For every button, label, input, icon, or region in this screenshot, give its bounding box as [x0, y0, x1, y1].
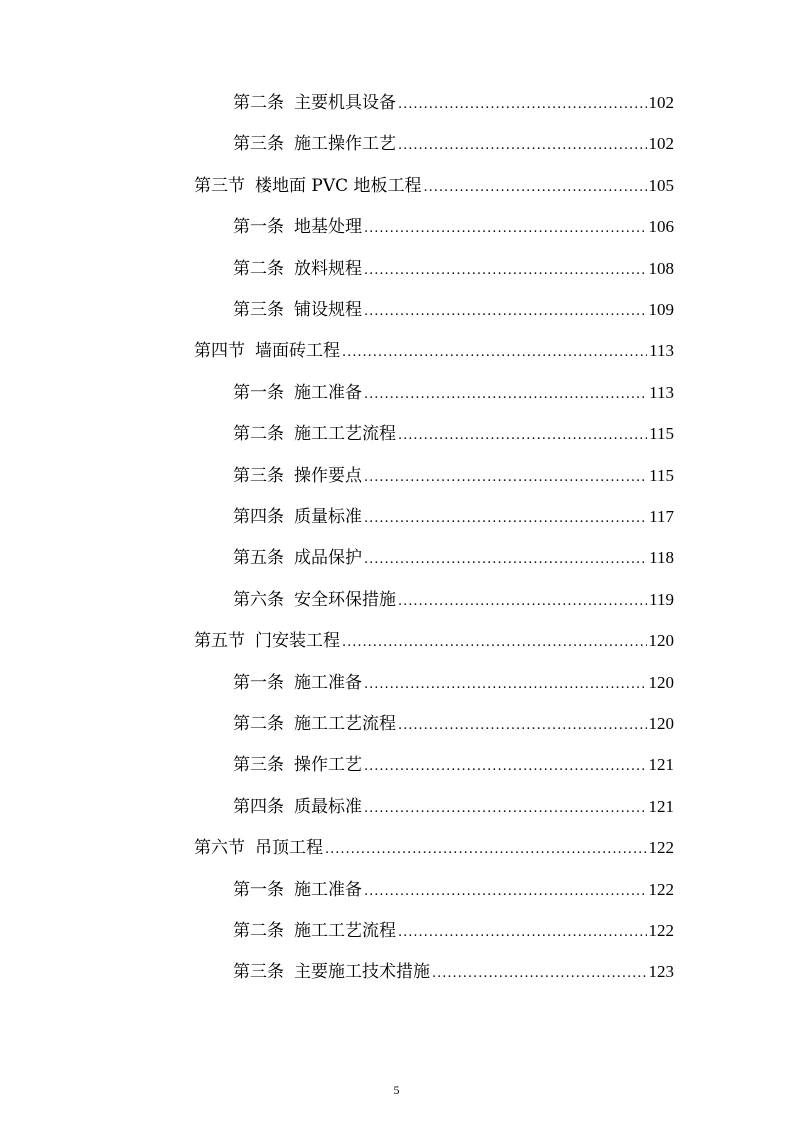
toc-article-entry[interactable] [233, 380, 674, 406]
toc-entry-title: 放料规程 [294, 258, 362, 279]
toc-entry-number: 第三条 [233, 134, 284, 155]
toc-dot-leader [364, 879, 647, 905]
toc-entry-title: 门安装工程 [255, 631, 340, 652]
toc-entry-page: 113 [649, 341, 674, 361]
toc-entry-page: 122 [648, 921, 674, 940]
toc-entry-number: 第一条 [233, 217, 284, 238]
toc-entry-page: 115 [649, 424, 674, 444]
toc-entry-page: 123 [648, 962, 674, 982]
toc-dot-leader [364, 796, 647, 822]
toc-section-entry[interactable] [194, 835, 674, 861]
toc-dot-leader [364, 672, 647, 698]
toc-entry-page: 117 [649, 507, 674, 526]
toc-entry-number: 第二条 [233, 424, 284, 445]
toc-section-entry[interactable] [194, 338, 674, 364]
toc-entry-number: 第二条 [233, 258, 284, 279]
toc-article-entry[interactable] [233, 131, 674, 157]
toc-dot-leader [364, 299, 647, 325]
toc-entry-page: 113 [649, 382, 674, 402]
toc-entry-number: 第二条 [233, 714, 284, 734]
toc-entry-title: 主要施工技术措施 [294, 962, 430, 983]
toc-dot-leader [398, 589, 647, 615]
toc-entry-page: 120 [648, 631, 674, 651]
toc-article-entry[interactable] [233, 959, 674, 985]
toc-entry-title: 施工操作工艺 [294, 134, 396, 155]
toc-entry-title: 墙面砖工程 [255, 341, 340, 362]
toc-article-entry[interactable] [233, 297, 674, 323]
toc-dot-leader [398, 133, 647, 159]
toc-entry-number: 第二条 [233, 93, 284, 113]
toc-entry-number: 第一条 [233, 672, 284, 693]
toc-article-entry[interactable] [233, 587, 674, 613]
toc-entry-number: 第四条 [233, 796, 284, 817]
toc-entry-title: 铺设规程 [294, 300, 362, 320]
toc-entry-number: 第一条 [233, 382, 284, 403]
toc-article-entry[interactable] [233, 463, 674, 489]
toc-dot-leader [424, 175, 647, 201]
toc-dot-leader [342, 630, 647, 656]
toc-entry-title: 施工准备 [294, 672, 362, 693]
toc-entry-page: 102 [648, 134, 674, 154]
toc-entry-title: 施工准备 [294, 382, 362, 403]
toc-entry-page: 120 [648, 714, 674, 733]
toc-entry-title: 施工工艺流程 [294, 921, 396, 941]
toc-entry-page: 122 [648, 838, 674, 858]
toc-section-entry[interactable] [194, 173, 674, 199]
toc-article-entry[interactable] [233, 545, 674, 571]
toc-entry-title: 楼地面 PVC 地板工程 [255, 175, 422, 196]
toc-dot-leader [325, 837, 647, 863]
toc-entry-title: 吊顶工程 [255, 838, 323, 859]
toc-entry-title: 质量标准 [294, 507, 362, 527]
toc-dot-leader [342, 340, 647, 366]
toc-entry-title: 操作工艺 [294, 755, 362, 776]
toc-entry-page: 121 [648, 755, 674, 775]
toc-dot-leader [398, 713, 647, 739]
toc-dot-leader [364, 216, 647, 242]
toc-article-entry[interactable] [233, 421, 674, 447]
toc-entry-page: 120 [648, 672, 674, 692]
toc-article-entry[interactable] [233, 214, 674, 240]
toc-entry-number: 第三节 [194, 175, 245, 196]
toc-entry-number: 第三条 [233, 300, 284, 320]
toc-entry-number: 第三条 [233, 962, 284, 983]
toc-dot-leader [364, 754, 647, 780]
toc-entry-title: 施工准备 [294, 879, 362, 900]
toc-entry-title: 成品保护 [294, 548, 362, 569]
toc-entry-page: 115 [649, 465, 674, 485]
toc-article-entry[interactable] [233, 794, 674, 820]
toc-dot-leader [398, 920, 647, 946]
toc-entry-title: 施工工艺流程 [294, 424, 396, 445]
toc-dot-leader [364, 382, 647, 408]
toc-entry-page: 106 [648, 217, 674, 237]
toc-entry-page: 105 [648, 175, 674, 195]
toc-section-entry[interactable] [194, 628, 674, 654]
page-number: 5 [393, 1083, 400, 1097]
toc-article-entry[interactable] [233, 90, 674, 116]
toc-dot-leader [398, 423, 647, 449]
toc-dot-leader [364, 258, 647, 284]
toc-entry-page: 118 [649, 548, 674, 568]
toc-entry-title: 质最标准 [294, 796, 362, 817]
toc-entry-page: 102 [648, 93, 674, 112]
toc-entry-number: 第五条 [233, 548, 284, 569]
toc-entry-page: 109 [648, 300, 674, 319]
toc-entry-number: 第一条 [233, 879, 284, 900]
toc-entry-title: 地基处理 [294, 217, 362, 238]
toc-article-entry[interactable] [233, 752, 674, 778]
toc-entry-page: 122 [648, 879, 674, 899]
toc-entry-number: 第五节 [194, 631, 245, 652]
toc-entry-number: 第六条 [233, 589, 284, 610]
toc-entry-title: 安全环保措施 [294, 589, 396, 610]
toc-dot-leader [364, 506, 647, 532]
toc-dot-leader [432, 961, 647, 987]
toc-dot-leader [364, 547, 647, 573]
toc-entry-number: 第二条 [233, 921, 284, 941]
toc-entry-number: 第四条 [233, 507, 284, 527]
toc-entry-title: 施工工艺流程 [294, 714, 396, 734]
toc-article-entry[interactable] [233, 711, 674, 737]
toc-entry-page: 119 [649, 589, 674, 609]
toc-dot-leader [398, 92, 647, 118]
toc-dot-leader [364, 465, 647, 491]
toc-article-entry[interactable] [233, 877, 674, 903]
toc-entry-title: 主要机具设备 [294, 93, 396, 113]
toc-article-entry[interactable] [233, 670, 674, 696]
toc-entry-title: 操作要点 [294, 465, 362, 486]
toc-entry-number: 第三条 [233, 465, 284, 486]
toc-entry-number: 第四节 [194, 341, 245, 362]
toc-article-entry[interactable] [233, 256, 674, 282]
toc-article-entry[interactable] [233, 504, 674, 530]
toc-entry-number: 第三条 [233, 755, 284, 776]
toc-entry-page: 108 [648, 258, 674, 278]
toc-article-entry[interactable] [233, 918, 674, 944]
toc-entry-number: 第六节 [194, 838, 245, 859]
toc-entry-page: 121 [648, 796, 674, 816]
